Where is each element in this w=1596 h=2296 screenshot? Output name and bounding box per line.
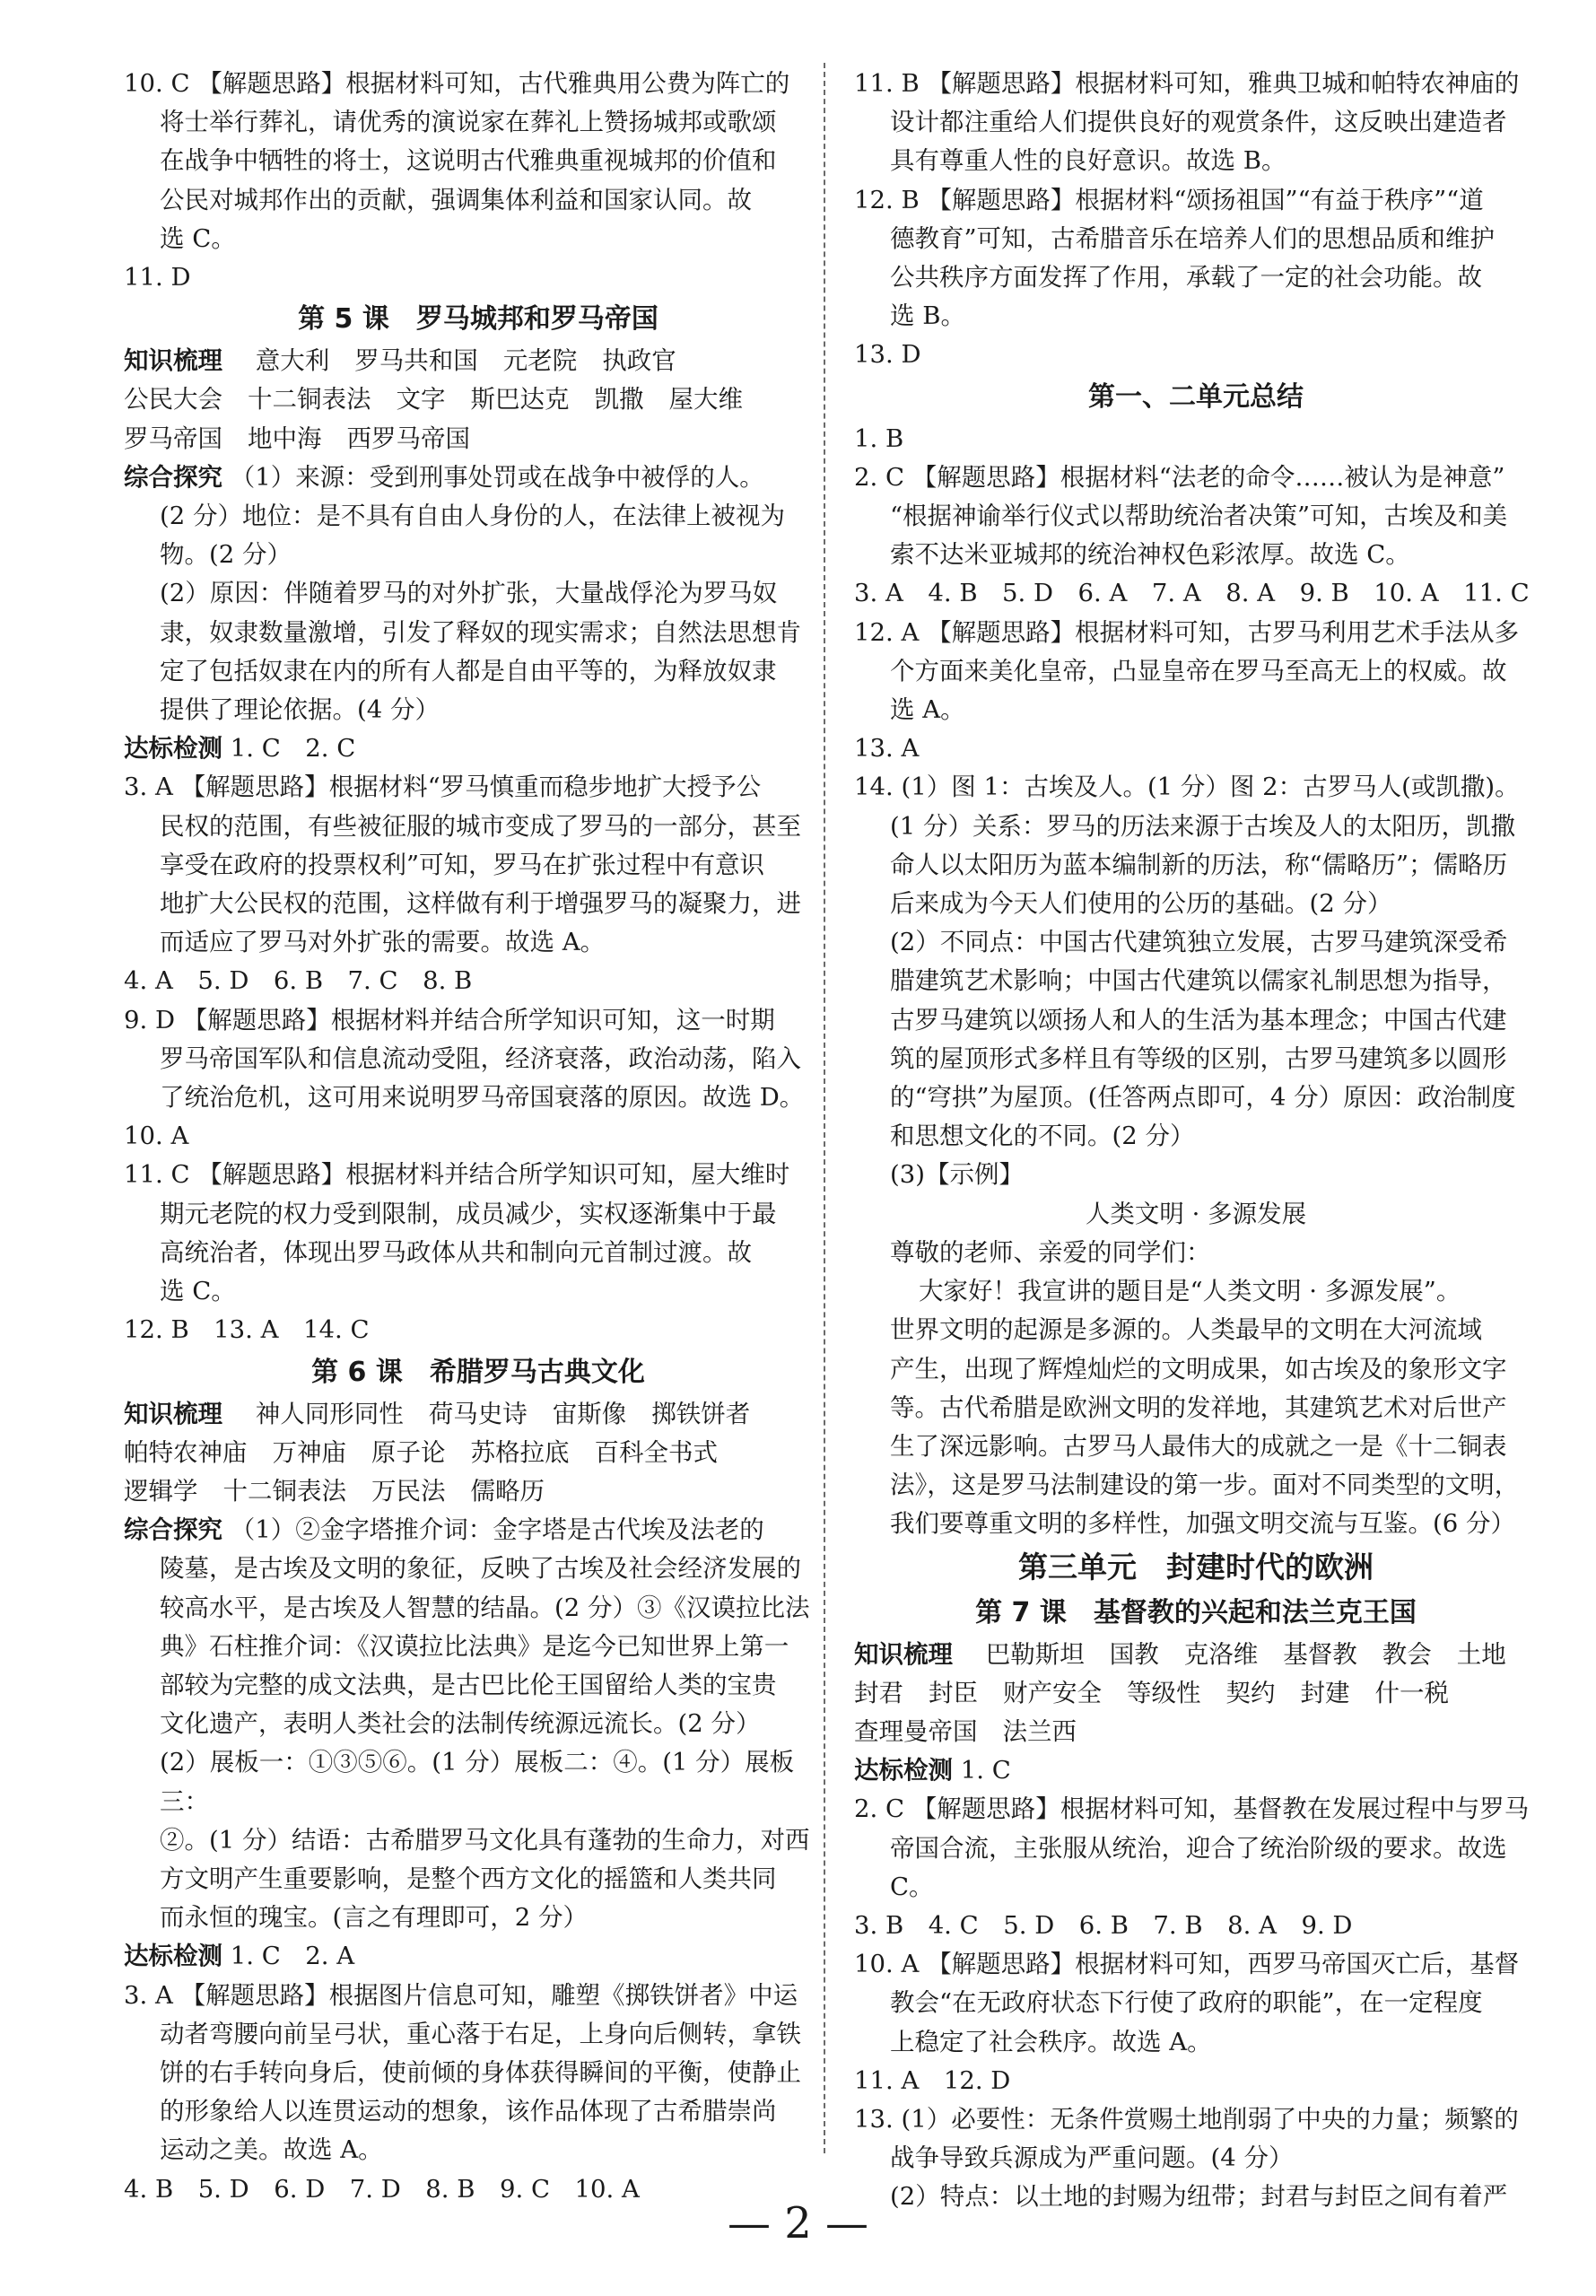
- keyword: 逻辑学: [124, 1476, 198, 1506]
- left-column: [124, 65, 833, 2209]
- answer-line: 选 B。: [890, 301, 965, 331]
- keyword: 宙斯像: [552, 1399, 627, 1428]
- answer-line: 13. D: [854, 340, 921, 370]
- answer-line: 4. B 5. D 6. D 7. D 8. B 9. C 10. A: [124, 2174, 640, 2204]
- answer-line: 13. A: [854, 734, 920, 764]
- knowledge-line: [854, 1674, 1538, 1713]
- answer-line: 3. A 【解题思路】根据材料“罗马慎重而稳步地扩大授予公: [124, 773, 762, 802]
- keyword: 公民大会: [124, 385, 222, 415]
- inquiry-line: [124, 1511, 833, 1550]
- knowledge-line: [124, 1472, 833, 1511]
- inquiry-text: （1）来源：受到刑事处罚或在战争中被俘的人。: [230, 462, 764, 492]
- inquiry-label: 综合探究: [124, 1515, 222, 1545]
- inquiry-label: 综合探究: [124, 462, 222, 492]
- keyword: 掷铁饼者: [651, 1399, 751, 1428]
- lesson-6-title: 第 6 课 希腊罗马古典文化: [311, 1356, 645, 1388]
- unit-3-title: 第三单元 封建时代的欧洲: [1018, 1549, 1374, 1585]
- answer-line: 享受在政府的投票权利”可知，罗马在扩张过程中有意识: [160, 850, 765, 879]
- keyword: 原子论: [371, 1437, 446, 1467]
- answer-line: 1. B: [854, 423, 904, 453]
- check-text: 1. C 2. A: [230, 1942, 355, 1971]
- inquiry-line: [124, 458, 833, 497]
- answer-line: 10. C 【解题思路】根据材料可知，古代雅典用公费为阵亡的: [124, 69, 790, 98]
- answer-line: 11. D: [124, 263, 191, 292]
- keyword: 百科全书式: [594, 1437, 718, 1467]
- answer-line: 和思想文化的不同。(2 分）: [890, 1122, 1195, 1151]
- lesson-7-title: 第 7 课 基督教的兴起和法兰克王国: [975, 1596, 1417, 1628]
- keyword: 儒略历: [470, 1476, 545, 1506]
- answer-line: 民权的范围，有些被征服的城市变成了罗马的一部分，甚至: [160, 811, 801, 841]
- answer-line: 了统治危机，这可用来说明罗马帝国衰落的原因。故选 D。: [160, 1083, 805, 1113]
- answer-line: 罗马帝国军队和信息流动受阻，经济衰落，政治动荡，陷入: [160, 1043, 801, 1073]
- keyword: 神人同形同性: [255, 1399, 404, 1428]
- answer-line: 而适应了罗马对外扩张的需要。故选 A。: [160, 928, 606, 957]
- speech-line: 法》，这是罗马法制建设的第一步。面对不同类型的文明，: [890, 1471, 1520, 1500]
- right-column: [854, 65, 1538, 2217]
- answer-line: 14. (1）图 1：古埃及人。(1 分）图 2：古罗马人(或凯撒)。: [854, 773, 1520, 802]
- knowledge-line: [124, 1434, 833, 1472]
- answer-line: 13. (1）必要性：无条件赏赐土地削弱了中央的力量；频繁的: [854, 2104, 1519, 2134]
- check-line: [854, 1751, 1538, 1790]
- keyword: 国教: [1109, 1639, 1159, 1669]
- keyword: 教会: [1382, 1639, 1432, 1669]
- knowledge-label: 知识梳理: [854, 1639, 953, 1669]
- knowledge-line: [124, 342, 833, 380]
- answer-line: (2）不同点：中国古代建筑独立发展，古罗马建筑深受希: [890, 928, 1508, 957]
- answer-line: 设计都注重给人们提供良好的观赏条件，这反映出建造者: [890, 108, 1507, 137]
- keyword: 查理曼帝国: [854, 1716, 978, 1746]
- answer-line: 公共秩序方面发挥了作用，承载了一定的社会功能。故: [890, 263, 1482, 292]
- answer-line: 饼的右手转向身后，使前倾的身体获得瞬间的平衡，使静止: [160, 2057, 801, 2087]
- answer-line: 9. D 【解题思路】根据材料并结合所学知识可知，这一时期: [124, 1005, 775, 1035]
- answer-line: 腊建筑艺术影响；中国古代建筑以儒家礼制思想为指导，: [890, 966, 1507, 996]
- check-label: 达标检测: [854, 1756, 953, 1785]
- keyword: 罗马帝国: [124, 423, 222, 453]
- answer-line: 12. B 13. A 14. C: [124, 1315, 370, 1345]
- answer-line: 上稳定了社会秩序。故选 A。: [890, 2027, 1212, 2056]
- inquiry-line: (2）原因：伴随着罗马的对外扩张，大量战俘沦为罗马奴: [160, 579, 778, 608]
- answer-line: (2）特点：以土地的封赐为纽带；封君与封臣之间有着严: [890, 2182, 1508, 2212]
- answer-line: 战争导致兵源成为严重问题。(4 分）: [890, 2143, 1294, 2173]
- lesson-5-title: 第 5 课 罗马城邦和罗马帝国: [298, 303, 658, 336]
- answer-line: 11. B 【解题思路】根据材料可知，雅典卫城和帕特农神庙的: [854, 69, 1520, 98]
- answer-line: 10. A 【解题思路】根据材料可知，西罗马帝国灭亡后，基督: [854, 1950, 1520, 1979]
- answer-line: “根据神谕举行仪式以帮助统治者决策”可知，古埃及和美: [890, 502, 1508, 531]
- keyword: 封君: [854, 1678, 903, 1707]
- answer-line: 地扩大公民权的范围，这样做有利于增强罗马的凝聚力，进: [160, 889, 801, 919]
- keyword: 苏格拉底: [470, 1437, 570, 1467]
- answer-line: 3. B 4. C 5. D 6. B 7. B 8. A 9. D: [854, 1910, 1353, 1940]
- answer-line: 12. B 【解题思路】根据材料“颂扬祖国”“有益于秩序”“道: [854, 185, 1484, 214]
- inquiry-line: ②。(1 分）结语：古希腊罗马文化具有蓬勃的生命力，对西: [160, 1825, 810, 1855]
- keyword: 文字: [396, 385, 446, 415]
- speech-line: 我们要尊重文明的多样性，加强文明交流与互鉴。(6 分）: [890, 1509, 1515, 1539]
- unit-summary-title: 第一、二单元总结: [1088, 380, 1304, 413]
- inquiry-line: (2 分）地位：是不具有自由人身份的人，在法律上被视为: [160, 502, 785, 531]
- answer-line: 12. A 【解题思路】根据材料可知，古罗马利用艺术手法从多: [854, 617, 1520, 647]
- answer-line: 11. C 【解题思路】根据材料并结合所学知识可知，屋大维时: [124, 1160, 790, 1190]
- answer-line: (3)【示例】: [890, 1160, 1024, 1190]
- answer-line: 帝国合流，主张服从统治，迎合了统治阶级的要求。故选 C。: [890, 1833, 1507, 1901]
- answer-line: 动者弯腰向前呈弓状，重心落于右足，上身向后侧转，拿铁: [160, 2019, 801, 2048]
- answer-line: 的形象给人以连贯运动的想象，该作品体现了古希腊崇尚: [160, 2097, 777, 2126]
- keyword: 执政官: [602, 346, 676, 376]
- keyword: 西罗马帝国: [346, 423, 470, 453]
- answer-line: 个方面来美化皇帝，凸显皇帝在罗马至高无上的权威。故: [890, 656, 1507, 685]
- answer-line: 德教育”可知，古希腊音乐在培养人们的思想品质和维护: [890, 223, 1496, 253]
- speech-line: 等。古代希腊是欧洲文明的发祥地，其建筑艺术对后世产: [890, 1392, 1507, 1422]
- answer-line: 10. A: [124, 1122, 189, 1151]
- answer-line: 教会“在无政府状态下行使了政府的职能”，在一定程度: [890, 1988, 1483, 2018]
- check-text: 1. C 2. C: [230, 734, 356, 764]
- inquiry-text: （1）②金字塔推介词：金字塔是古代埃及法老的: [230, 1515, 764, 1545]
- inquiry-line: 方文明产生重要影响，是整个西方文化的摇篮和人类共同: [160, 1864, 777, 1893]
- answer-line: 索不达米亚城邦的统治神权色彩浓厚。故选 C。: [890, 540, 1410, 570]
- keyword: 斯巴达克: [470, 385, 570, 415]
- answer-line: 选 C。: [160, 223, 236, 253]
- keyword: 什一税: [1374, 1678, 1449, 1707]
- answer-line: 古罗马建筑以颂扬人和人的生活为基本理念；中国古代建: [890, 1005, 1507, 1035]
- answer-line: 的“穹拱”为屋顶。(任答两点即可，4 分）原因：政治制度: [890, 1083, 1516, 1113]
- knowledge-line: [124, 420, 833, 458]
- inquiry-line: 较高水平，是古埃及人智慧的结晶。(2 分）③《汉谟拉比法: [160, 1593, 810, 1622]
- answer-line: 将士举行葬礼，请优秀的演说家在葬礼上赞扬城邦或歌颂: [160, 108, 777, 137]
- check-line: [124, 729, 833, 768]
- keyword: 万民法: [371, 1476, 446, 1506]
- keyword: 土地: [1456, 1639, 1506, 1669]
- keyword: 帕特农神庙: [124, 1437, 248, 1467]
- answer-line: (1 分）关系：罗马的历法来源于古埃及人的太阳历，凯撒: [890, 811, 1515, 841]
- speech-line: 世界文明的起源是多源的。人类最早的文明在大河流域: [890, 1315, 1482, 1345]
- check-label: 达标检测: [124, 1942, 222, 1971]
- keyword: 荷马史诗: [428, 1399, 528, 1428]
- keyword: 巴勒斯坦: [985, 1639, 1085, 1669]
- knowledge-label: 知识梳理: [124, 1399, 222, 1428]
- keyword: 十二铜表法: [248, 385, 371, 415]
- answer-line: 3. A 【解题思路】根据图片信息可知，雕塑《掷铁饼者》中运: [124, 1980, 798, 2010]
- inquiry-line: 定了包括奴隶在内的所有人都是自由平等的，为释放奴隶: [160, 656, 777, 685]
- inquiry-line: 典》石柱推介词：《汉谟拉比法典》是迄今已知世界上第一: [160, 1631, 789, 1661]
- keyword: 封臣: [929, 1678, 978, 1707]
- keyword: 等级性: [1127, 1678, 1201, 1707]
- keyword: 封建: [1300, 1678, 1350, 1707]
- answer-line: 在战争中牺牲的将士，这说明古代雅典重视城邦的价值和: [160, 146, 777, 176]
- inquiry-line: 部较为完整的成文法典，是古巴比伦王国留给人类的宝贵: [160, 1670, 777, 1699]
- knowledge-line: [854, 1636, 1538, 1674]
- keyword: 凯撒: [594, 385, 644, 415]
- speech-line: 生了深远影响。古罗马人最伟大的成就之一是《十二铜表: [890, 1431, 1507, 1461]
- page-number: — 2 —: [727, 2198, 869, 2248]
- inquiry-line: 陵墓，是古埃及文明的象征，反映了古埃及社会经济发展的: [160, 1554, 801, 1584]
- answer-line: 后来成为今天人们使用的公历的基础。(2 分）: [890, 889, 1392, 919]
- keyword: 意大利: [255, 346, 330, 376]
- answer-line: 2. C 【解题思路】根据材料“法老的命令……被认为是神意”: [854, 462, 1505, 492]
- speech-title: 人类文明 · 多源发展: [1085, 1199, 1307, 1228]
- check-text: 1. C: [960, 1756, 1011, 1785]
- keyword: 十二铜表法: [222, 1476, 346, 1506]
- answer-line: 公民对城邦作出的贡献，强调集体利益和国家认同。故: [160, 185, 752, 214]
- keyword: 罗马共和国: [354, 346, 478, 376]
- answer-line: 具有尊重人性的良好意识。故选 B。: [890, 146, 1286, 176]
- inquiry-line: 文化遗产，表明人类社会的法制传统源远流长。(2 分）: [160, 1709, 761, 1739]
- answer-line: 期元老院的权力受到限制，成员减少，实权逐渐集中于最: [160, 1199, 777, 1228]
- knowledge-line: [854, 1713, 1538, 1751]
- knowledge-label: 知识梳理: [124, 346, 222, 376]
- inquiry-line: 而永恒的瑰宝。(言之有理即可，2 分）: [160, 1903, 588, 1933]
- answer-line: 命人以太阳历为蓝本编制新的历法，称“儒略历”；儒略历: [890, 850, 1508, 879]
- answer-line: 选 C。: [160, 1277, 236, 1306]
- inquiry-line: 物。(2 分）: [160, 540, 292, 570]
- inquiry-line: 隶，奴隶数量激增，引发了释奴的现实需求；自然法思想肯: [160, 617, 801, 647]
- answer-line: 运动之美。故选 A。: [160, 2135, 383, 2165]
- keyword: 万神庙: [272, 1437, 346, 1467]
- answer-line: 4. A 5. D 6. B 7. C 8. B: [124, 966, 473, 996]
- keyword: 屋大维: [668, 385, 743, 415]
- keyword: 克洛维: [1183, 1639, 1259, 1669]
- answer-line: 2. C 【解题思路】根据材料可知，基督教在发展过程中与罗马: [854, 1794, 1530, 1824]
- answer-line: 筑的屋顶形式多样且有等级的区别，古罗马建筑多以圆形: [890, 1043, 1507, 1073]
- check-label: 达标检测: [124, 734, 222, 764]
- speech-line: 产生，出现了辉煌灿烂的文明成果，如古埃及的象形文字: [890, 1354, 1507, 1384]
- answer-line: 选 A。: [890, 695, 965, 725]
- knowledge-line: [124, 1395, 833, 1434]
- keyword: 基督教: [1283, 1639, 1357, 1669]
- answer-line: 3. A 4. B 5. D 6. A 7. A 8. A 9. B 10. A 11. C: [854, 579, 1530, 608]
- keyword: 元老院: [502, 346, 578, 376]
- speech-greeting: 尊敬的老师、亲爱的同学们：: [890, 1237, 1211, 1267]
- check-line: [124, 1937, 833, 1976]
- inquiry-line: 提供了理论依据。(4 分）: [160, 695, 440, 725]
- knowledge-line: [124, 380, 833, 419]
- answer-line: 11. A 12. D: [854, 2065, 1011, 2095]
- answer-line: 高统治者，体现出罗马政体从共和制向元首制过渡。故: [160, 1237, 752, 1267]
- inquiry-line: (2）展板一：①③⑤⑥。(1 分）展板二：④。(1 分）展板三：: [160, 1748, 795, 1816]
- keyword: 地中海: [248, 423, 322, 453]
- keyword: 法兰西: [1002, 1716, 1077, 1746]
- keyword: 契约: [1225, 1678, 1276, 1707]
- speech-line: 大家好！我宣讲的题目是“人类文明 · 多源发展”。: [919, 1277, 1461, 1306]
- keyword: 财产安全: [1003, 1678, 1102, 1707]
